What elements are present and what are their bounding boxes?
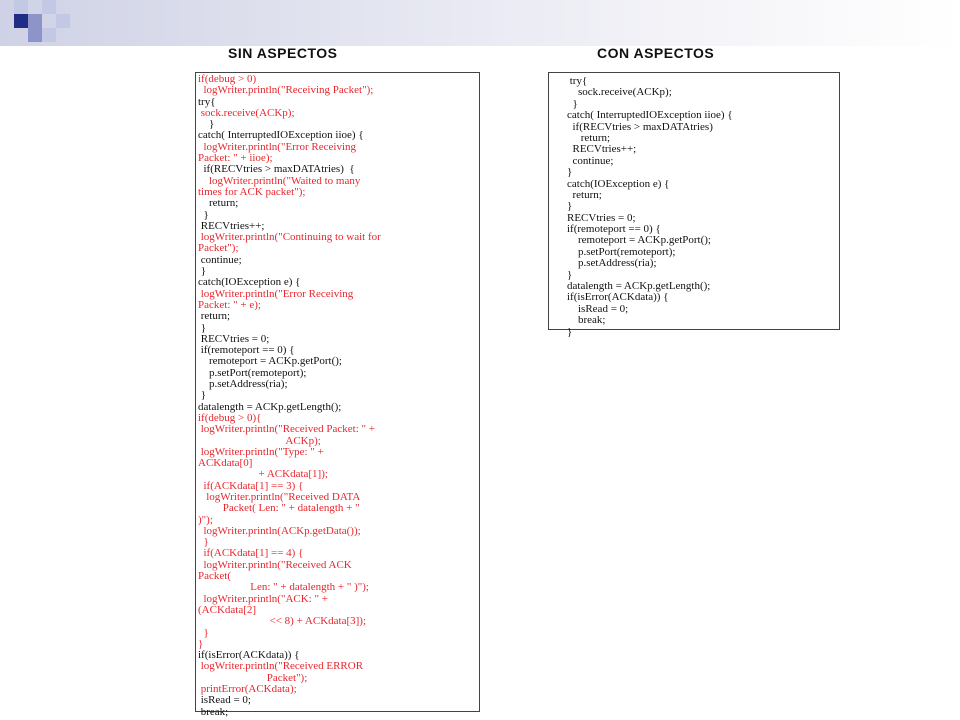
- aspect-code-line: (ACKdata[2]: [198, 603, 257, 616]
- code-line: }: [198, 208, 209, 221]
- code-line: datalength = ACKp.getLength();: [198, 400, 342, 413]
- code-line: break;: [567, 314, 606, 327]
- code-line: RECVtries = 0;: [198, 332, 270, 345]
- code-line: break;: [198, 705, 229, 718]
- aspect-code-line: if(debug > 0){: [198, 411, 262, 424]
- aspect-code-line: sock.receive(ACKp);: [198, 106, 295, 119]
- code-line: p.setPort(remoteport);: [567, 245, 676, 258]
- code-panel-without-aspects: [195, 72, 480, 718]
- code-line: return;: [567, 188, 602, 201]
- aspect-code-line: times for ACK packet");: [198, 185, 306, 198]
- aspect-code-line: logWriter.println(ACKp.getData());: [198, 524, 361, 537]
- aspect-code-line: logWriter.println("Waited to many: [198, 174, 361, 187]
- aspect-code-line: logWriter.println("Received ACK: [198, 558, 352, 571]
- heading-con-aspectos: CON ASPECTOS: [597, 45, 715, 61]
- aspect-code-line: logWriter.println("Error Receiving: [198, 140, 357, 153]
- aspect-code-line: logWriter.println("ACK: " +: [198, 592, 328, 605]
- code-line: }: [567, 200, 573, 213]
- aspect-code-line: logWriter.println("Continuing to wait for: [198, 231, 381, 244]
- aspect-code-line: logWriter.println("Received DATA: [198, 490, 361, 503]
- code-line: remoteport = ACKp.getPort();: [198, 355, 342, 368]
- code-line: p.setAddress(ria);: [567, 257, 657, 270]
- code-line: }: [567, 166, 573, 179]
- code-line: datalength = ACKp.getLength();: [567, 280, 711, 293]
- code-line: isRead = 0;: [567, 302, 629, 315]
- aspect-code-line: Packet( Len: " + datalength + ": [198, 502, 360, 515]
- code-line: if(isError(ACKdata)) {: [567, 291, 669, 304]
- aspect-code-line: }: [198, 626, 209, 639]
- header-decoration-band: [0, 0, 960, 46]
- aspect-code-line: printError(ACKdata);: [198, 683, 297, 696]
- code-line: return;: [198, 197, 239, 210]
- code-line: RECVtries = 0;: [567, 211, 636, 224]
- code-line: return;: [198, 310, 231, 323]
- aspect-code-line: logWriter.println("Received Packet: " +: [198, 423, 375, 436]
- code-line: }: [567, 97, 578, 110]
- aspect-code-line: << 8) + ACKdata[3]);: [198, 615, 367, 628]
- code-line: }: [567, 268, 573, 281]
- aspect-code-line: if(ACKdata[1] == 4) {: [198, 547, 304, 560]
- aspect-code-line: Packet: " + iioe);: [198, 152, 273, 165]
- code-panel-with-aspects: [548, 72, 840, 338]
- code-line: isRead = 0;: [198, 694, 251, 707]
- code-line: catch( InterruptedIOException iioe) {: [567, 109, 733, 122]
- code-line: try{: [198, 95, 216, 108]
- code-line: }: [198, 265, 207, 278]
- code-line: sock.receive(ACKp);: [567, 86, 672, 99]
- aspect-code-line: }: [198, 637, 204, 650]
- aspect-code-line: logWriter.println("Received ERROR: [198, 660, 364, 673]
- aspect-code-line: ACKdata[0]: [198, 457, 253, 470]
- code-line: }: [198, 118, 215, 131]
- code-line: continue;: [567, 154, 614, 167]
- aspect-code-line: )");: [198, 513, 213, 526]
- code-line: RECVtries++;: [567, 143, 637, 156]
- code-line: continue;: [198, 253, 242, 266]
- code-line: return;: [567, 131, 611, 144]
- code-line: try{: [567, 75, 588, 87]
- code-line: catch( InterruptedIOException iioe) {: [198, 129, 364, 142]
- decoration-square: [14, 14, 28, 28]
- code-line: if(RECVtries > maxDATAtries) {: [198, 163, 355, 176]
- code-line: p.setPort(remoteport);: [198, 366, 307, 379]
- code-line: if(isError(ACKdata)) {: [198, 649, 300, 662]
- aspect-code-line: Packet(: [198, 570, 231, 583]
- code-line: }: [567, 325, 573, 338]
- aspect-code-line: Packet");: [198, 671, 308, 684]
- aspect-code-line: if(debug > 0): [198, 73, 257, 85]
- aspect-code-line: }: [198, 536, 209, 549]
- code-line: if(remoteport == 0) {: [198, 344, 295, 357]
- aspect-code-line: Packet: " + e);: [198, 298, 261, 311]
- code-line: }: [198, 389, 207, 402]
- code-line: catch(IOException e) {: [567, 177, 670, 190]
- code-line: RECVtries++;: [198, 219, 265, 232]
- aspect-code-line: ACKp);: [198, 434, 321, 447]
- aspect-code-line: Packet");: [198, 242, 239, 255]
- aspect-code-line: if(ACKdata[1] == 3) {: [198, 479, 304, 492]
- code-line: if(remoteport == 0) {: [567, 223, 661, 236]
- heading-sin-aspectos: SIN ASPECTOS: [228, 45, 338, 61]
- aspect-code-line: logWriter.println("Receiving Packet");: [198, 84, 374, 97]
- decoration-square: [56, 14, 70, 28]
- decoration-square: [42, 0, 56, 14]
- decoration-square: [14, 0, 28, 14]
- aspect-code-line: + ACKdata[1]);: [198, 468, 328, 481]
- aspect-code-line: Len: " + datalength + " )");: [198, 581, 369, 594]
- decoration-square: [28, 14, 42, 28]
- code-line: }: [198, 321, 207, 334]
- aspect-code-line: logWriter.println("Error Receiving: [198, 287, 354, 300]
- code-line: if(RECVtries > maxDATAtries): [567, 120, 713, 133]
- aspect-code-line: logWriter.println("Type: " +: [198, 445, 324, 458]
- decoration-square: [42, 28, 56, 42]
- code-line: catch(IOException e) {: [198, 276, 301, 289]
- code-line: remoteport = ACKp.getPort();: [567, 234, 711, 247]
- code-line: p.setAddress(ria);: [198, 378, 288, 391]
- decoration-square: [28, 28, 42, 42]
